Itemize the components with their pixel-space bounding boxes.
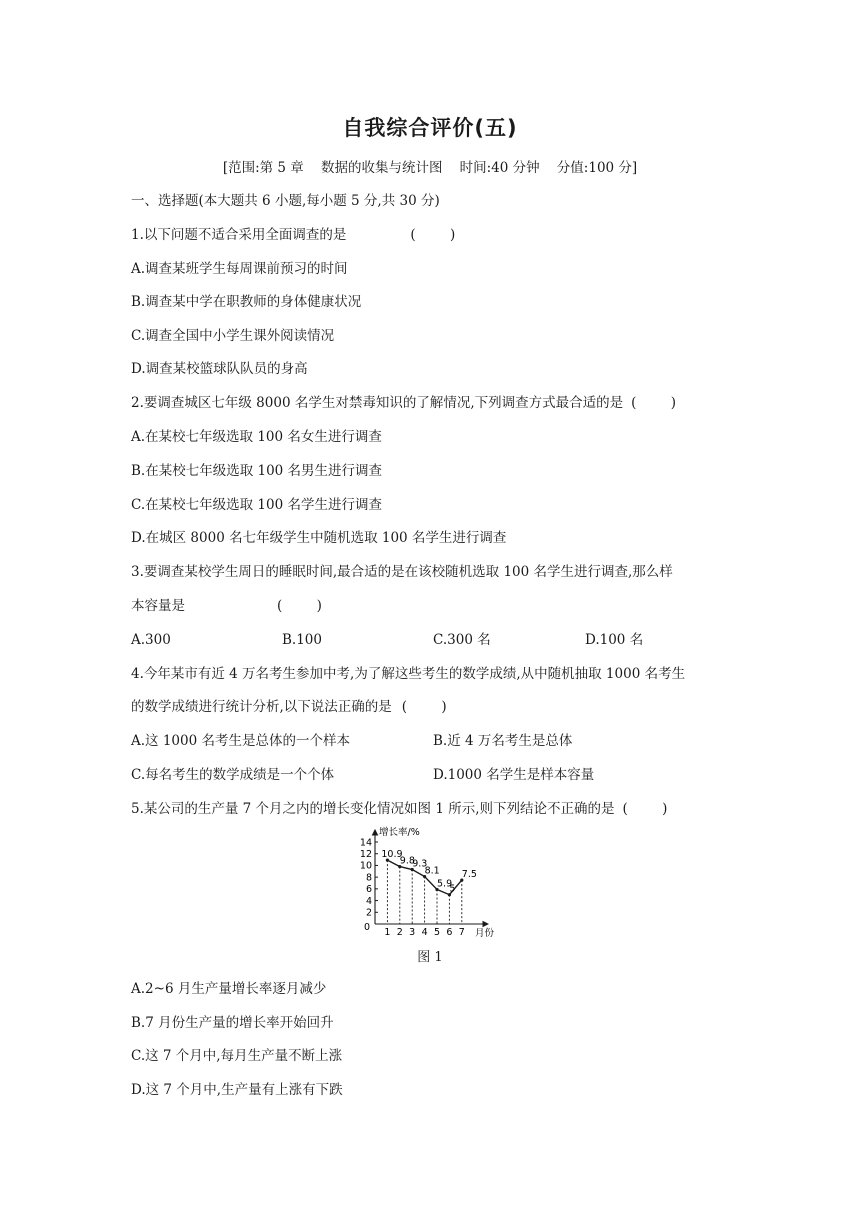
x-tick-label: 7 [458, 927, 465, 938]
question-5-text: 5.某公司的生产量 7 个月之内的增长变化情况如图 1 所示,则下列结论不正确的是 [131, 801, 615, 817]
option-b: B.近 4 万名考生是总体 [433, 733, 573, 749]
y-tick-label: 8 [365, 872, 372, 884]
question-1-stem [131, 226, 455, 244]
growth-rate-chart [350, 826, 510, 942]
y-tick-label: 6 [365, 884, 372, 896]
answer-parens: ( ) [401, 699, 447, 715]
question-4-stem: 4.今年某市有近 4 万名考生参加中考,为了解这些考生的数学成绩,从中随机抽取 1000 名考生 [131, 666, 686, 682]
x-tick-label: 6 [446, 927, 453, 938]
option-b: B.调查某中学在职教师的身体健康状况 [131, 294, 362, 310]
option-c: C.这 7 个月中,每月生产量不断上涨 [131, 1048, 343, 1064]
x-tick-label: 1 [384, 927, 391, 938]
data-label: 10.9 [381, 849, 403, 861]
option-b: B.100 [282, 632, 322, 648]
x-tick-label: 4 [421, 927, 428, 938]
answer-parens: ( ) [277, 598, 322, 614]
x-tick-label: 2 [396, 927, 403, 938]
option-d: D.100 名 [585, 632, 644, 648]
question-3-stem: 3.要调查某校学生周日的睡眠时间,最合适的是在该校随机选取 100 名学生进行调查,那么样 [131, 564, 673, 580]
option-a: A.调查某班学生每周课前预习的时间 [131, 261, 348, 277]
y-axis-label: 增长率/% [379, 827, 420, 838]
option-a: A.2~6 月生产量增长率逐月减少 [131, 981, 327, 997]
figure-caption: 图 1 [417, 950, 443, 965]
data-label: 8.1 [424, 865, 440, 877]
option-a: A.在某校七年级选取 100 名女生进行调查 [131, 429, 382, 445]
option-b: B.在某校七年级选取 100 名男生进行调查 [131, 463, 383, 479]
option-c: C.调查全国中小学生课外阅读情况 [131, 328, 335, 344]
question-4-stem-cont [131, 698, 447, 716]
y-tick-label: 14 [359, 837, 372, 849]
option-d: D.这 7 个月中,生产量有上涨有下跌 [131, 1082, 343, 1098]
question-1-text: 1.以下问题不适合采用全面调查的是 [131, 227, 347, 243]
data-label: 5 [449, 883, 456, 895]
option-c: C.每名考生的数学成绩是一个个体 [131, 767, 335, 783]
option-b: B.7 月份生产量的增长率开始回升 [131, 1015, 334, 1031]
data-label: 7.5 [461, 869, 477, 881]
y-tick-label: 2 [365, 907, 372, 919]
option-c: C.在某校七年级选取 100 名学生进行调查 [131, 497, 382, 513]
x-tick-label: 5 [433, 927, 441, 938]
y-tick-label: 12 [359, 849, 372, 861]
question-2-stem [131, 394, 676, 412]
answer-parens: ( ) [622, 801, 668, 817]
data-label: 9.3 [412, 858, 428, 870]
option-c: C.300 名 [433, 632, 491, 648]
page-subtitle: [范围:第 5 章 数据的收集与统计图 时间:40 分钟 分值:100 分] [222, 160, 638, 176]
y-tick-label: 4 [365, 895, 372, 907]
question-5-stem [131, 800, 667, 818]
option-a: A.这 1000 名考生是总体的一个样本 [131, 733, 350, 749]
answer-parens: ( ) [410, 227, 456, 243]
option-d: D.调查某校篮球队队员的身高 [131, 361, 308, 377]
x-tick-label: 3 [409, 927, 416, 938]
x-axis-label: 月份 [475, 928, 495, 939]
option-d: D.在城区 8000 名七年级学生中随机选取 100 名学生进行调查 [131, 530, 507, 546]
question-2-text: 2.要调查城区七年级 8000 名学生对禁毒知识的了解情况,下列调查方式最合适的是 [131, 395, 624, 411]
origin-label: 0 [364, 922, 371, 933]
question-3-text: 本容量是 [131, 598, 185, 614]
page-title: 自我综合评价(五) [342, 116, 518, 140]
y-tick-label: 10 [359, 860, 372, 872]
question-3-stem-cont [131, 597, 322, 615]
question-4-text: 的数学成绩进行统计分析,以下说法正确的是 [131, 699, 392, 715]
section-heading: 一、选择题(本大题共 6 小题,每小题 5 分,共 30 分) [131, 193, 440, 209]
data-label: 9.8 [399, 855, 415, 867]
option-a: A.300 [131, 632, 171, 648]
answer-parens: ( ) [631, 395, 676, 411]
data-label: 5.9 [437, 878, 453, 890]
option-d: D.1000 名学生是样本容量 [433, 767, 595, 783]
